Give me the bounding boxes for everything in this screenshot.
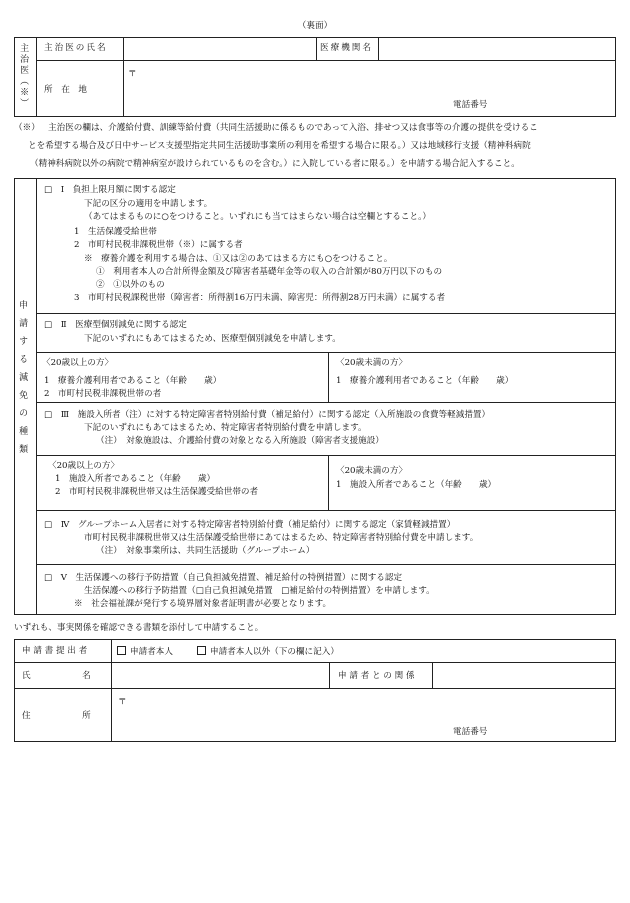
applicant-postal-mark: 〒 xyxy=(118,697,127,707)
section3-line: 下記のいずれにもあてはまるため、特定障害者特別給付費を申請します。 xyxy=(84,423,367,433)
doctor-address-field[interactable] xyxy=(124,61,615,116)
section2-line: 下記のいずれにもあてはまるため、医療型個別減免を申請します。 xyxy=(84,334,341,344)
applicant-phone-label: 電話番号 xyxy=(453,727,488,737)
submitter-label: 申 請 書 提 出 者 xyxy=(22,646,88,656)
doctor-name-label: 主治医の氏名 xyxy=(44,43,108,53)
section3-minor-head: 〈20歳未満の方〉 xyxy=(336,466,408,476)
section5-line: 生活保護への移行予防措置（□自己負担減免措置 □補足給付の特例措置）を申請します。 xyxy=(84,586,435,596)
section1-suboption-1[interactable]: ① 利用者本人の合計所得金額及び障害者基礎年金等の収入の合計額が80万円以下のもの xyxy=(96,267,443,277)
section2-minor-item: 1 療養介護利用者であること（年齢 歳） xyxy=(336,376,514,386)
section1-line: 下記の区分の適用を申請します。 xyxy=(84,199,213,209)
note-mark: （※） xyxy=(14,123,40,133)
reduction-side-label: 申請する減免の種類 xyxy=(17,300,28,462)
section3-note: （注） 対象施設は、介護給付費の対象となる入所施設（障害者支援施設） xyxy=(96,436,384,446)
doctor-postal-mark: 〒 xyxy=(128,69,137,79)
section4-line: 市町村民税非課税世帯又は生活保護受給世帯にあてはまるため、特定障害者特別給付費を申請します。 xyxy=(84,533,479,543)
doctor-side-label: 主治医（※） xyxy=(18,43,29,109)
doctor-address-label: 所 在 地 xyxy=(44,85,87,95)
attach-note: いずれも、事実関係を確認できる書類を添付して申請すること。 xyxy=(14,623,264,633)
section3-adult-item: 2 市町村民税非課税世帯又は生活保護受給世帯の者 xyxy=(55,487,259,497)
applicant-address-label: 住 所 xyxy=(22,711,91,721)
section1-option-3[interactable]: 3 市町村民税課税世帯（障害者：所得割16万円未満、障害児：所得割28万円未満）に属する者 xyxy=(74,293,446,303)
institution-label: 医療機関名 xyxy=(320,43,373,53)
section4-title[interactable]: □ Ⅳ グループホーム入居者に対する特定障害者特別給付費（補足給付）に関する認定（家賃軽減措置） xyxy=(44,520,456,530)
section3-minor-item: 1 施設入所者であること（年齢 歳） xyxy=(336,480,497,490)
checkbox-icon[interactable] xyxy=(197,646,206,655)
institution-field[interactable] xyxy=(379,38,615,59)
section3-adult-item: 1 施設入所者であること（年齢 歳） xyxy=(55,474,216,484)
applicant-address-field[interactable] xyxy=(112,689,615,741)
applicant-name-label: 氏 名 xyxy=(22,671,91,681)
submitter-option-self[interactable]: 申請者本人 xyxy=(117,646,173,659)
section2-title[interactable]: □ Ⅱ 医療型個別減免に関する認定 xyxy=(44,320,187,330)
section1-option-1[interactable]: 1 生活保護受給世帯 xyxy=(74,227,157,237)
section5-title[interactable]: □ Ⅴ 生活保護への移行予防措置（自己負担減免措置、補足給付の特例措置）に関する認定 xyxy=(44,573,403,583)
section5-note: ※ 社会福祉課が発行する境界層対象者証明書が必要となります。 xyxy=(74,599,332,609)
note-line: （精神科病院以外の病院で精神病室が設けられているものを含む。）に入院している者に限る。）を申請する場合記入すること。 xyxy=(30,159,520,169)
section1-line: （あてはまるものに○をつけること。いずれにも当てはまらない場合は空欄とすること。） xyxy=(84,212,431,222)
section1-title[interactable]: □ Ⅰ 負担上限月額に関する認定 xyxy=(44,185,176,195)
page-label: （裏面） xyxy=(297,21,333,31)
section3-title[interactable]: □ Ⅲ 施設入所者（注）に対する特定障害者特別給付費（補足給付）に関する認定（入所施設の食費等軽減措置） xyxy=(44,410,491,420)
note-line: とを希望する場合及び日中サービス支援型指定共同生活援助事業所の利用を希望する場合に限る。）又は地域移行支援（精神科病院 xyxy=(28,141,531,151)
section1-option-2[interactable]: 2 市町村民税非課税世帯（※）に属する者 xyxy=(74,240,243,250)
note-line: 主治医の欄は、介護給付費、訓練等給付費（共同生活援助に係るものであって入浴、排せつ又は食事等の介護の提供を受けるこ xyxy=(48,123,538,133)
relation-label: 申 請 者 と の 関 係 xyxy=(338,671,415,681)
section2-minor-head: 〈20歳未満の方〉 xyxy=(336,358,408,368)
doctor-phone-label: 電話番号 xyxy=(453,100,488,110)
section2-adult-item: 2 市町村民税非課税世帯の者 xyxy=(44,389,162,399)
doctor-name-field[interactable] xyxy=(124,38,315,59)
section3-adult-head: 〈20歳以上の方〉 xyxy=(48,461,120,471)
section1-suboption-2[interactable]: ② ①以外のもの xyxy=(96,280,165,290)
section2-adult-item: 1 療養介護利用者であること（年齢 歳） xyxy=(44,376,222,386)
section1-note: ※ 療養介護を利用する場合は、①又は②のあてはまる方にも○をつけること。 xyxy=(84,254,393,264)
applicant-name-field[interactable] xyxy=(112,663,328,687)
section2-adult-head: 〈20歳以上の方〉 xyxy=(42,358,114,368)
submitter-option-other[interactable]: 申請者本人以外（下の欄に記入） xyxy=(197,646,339,659)
checkbox-icon[interactable] xyxy=(117,646,126,655)
section4-note: （注） 対象事業所は、共同生活援助（グループホーム） xyxy=(96,546,315,556)
relation-field[interactable] xyxy=(433,663,615,687)
